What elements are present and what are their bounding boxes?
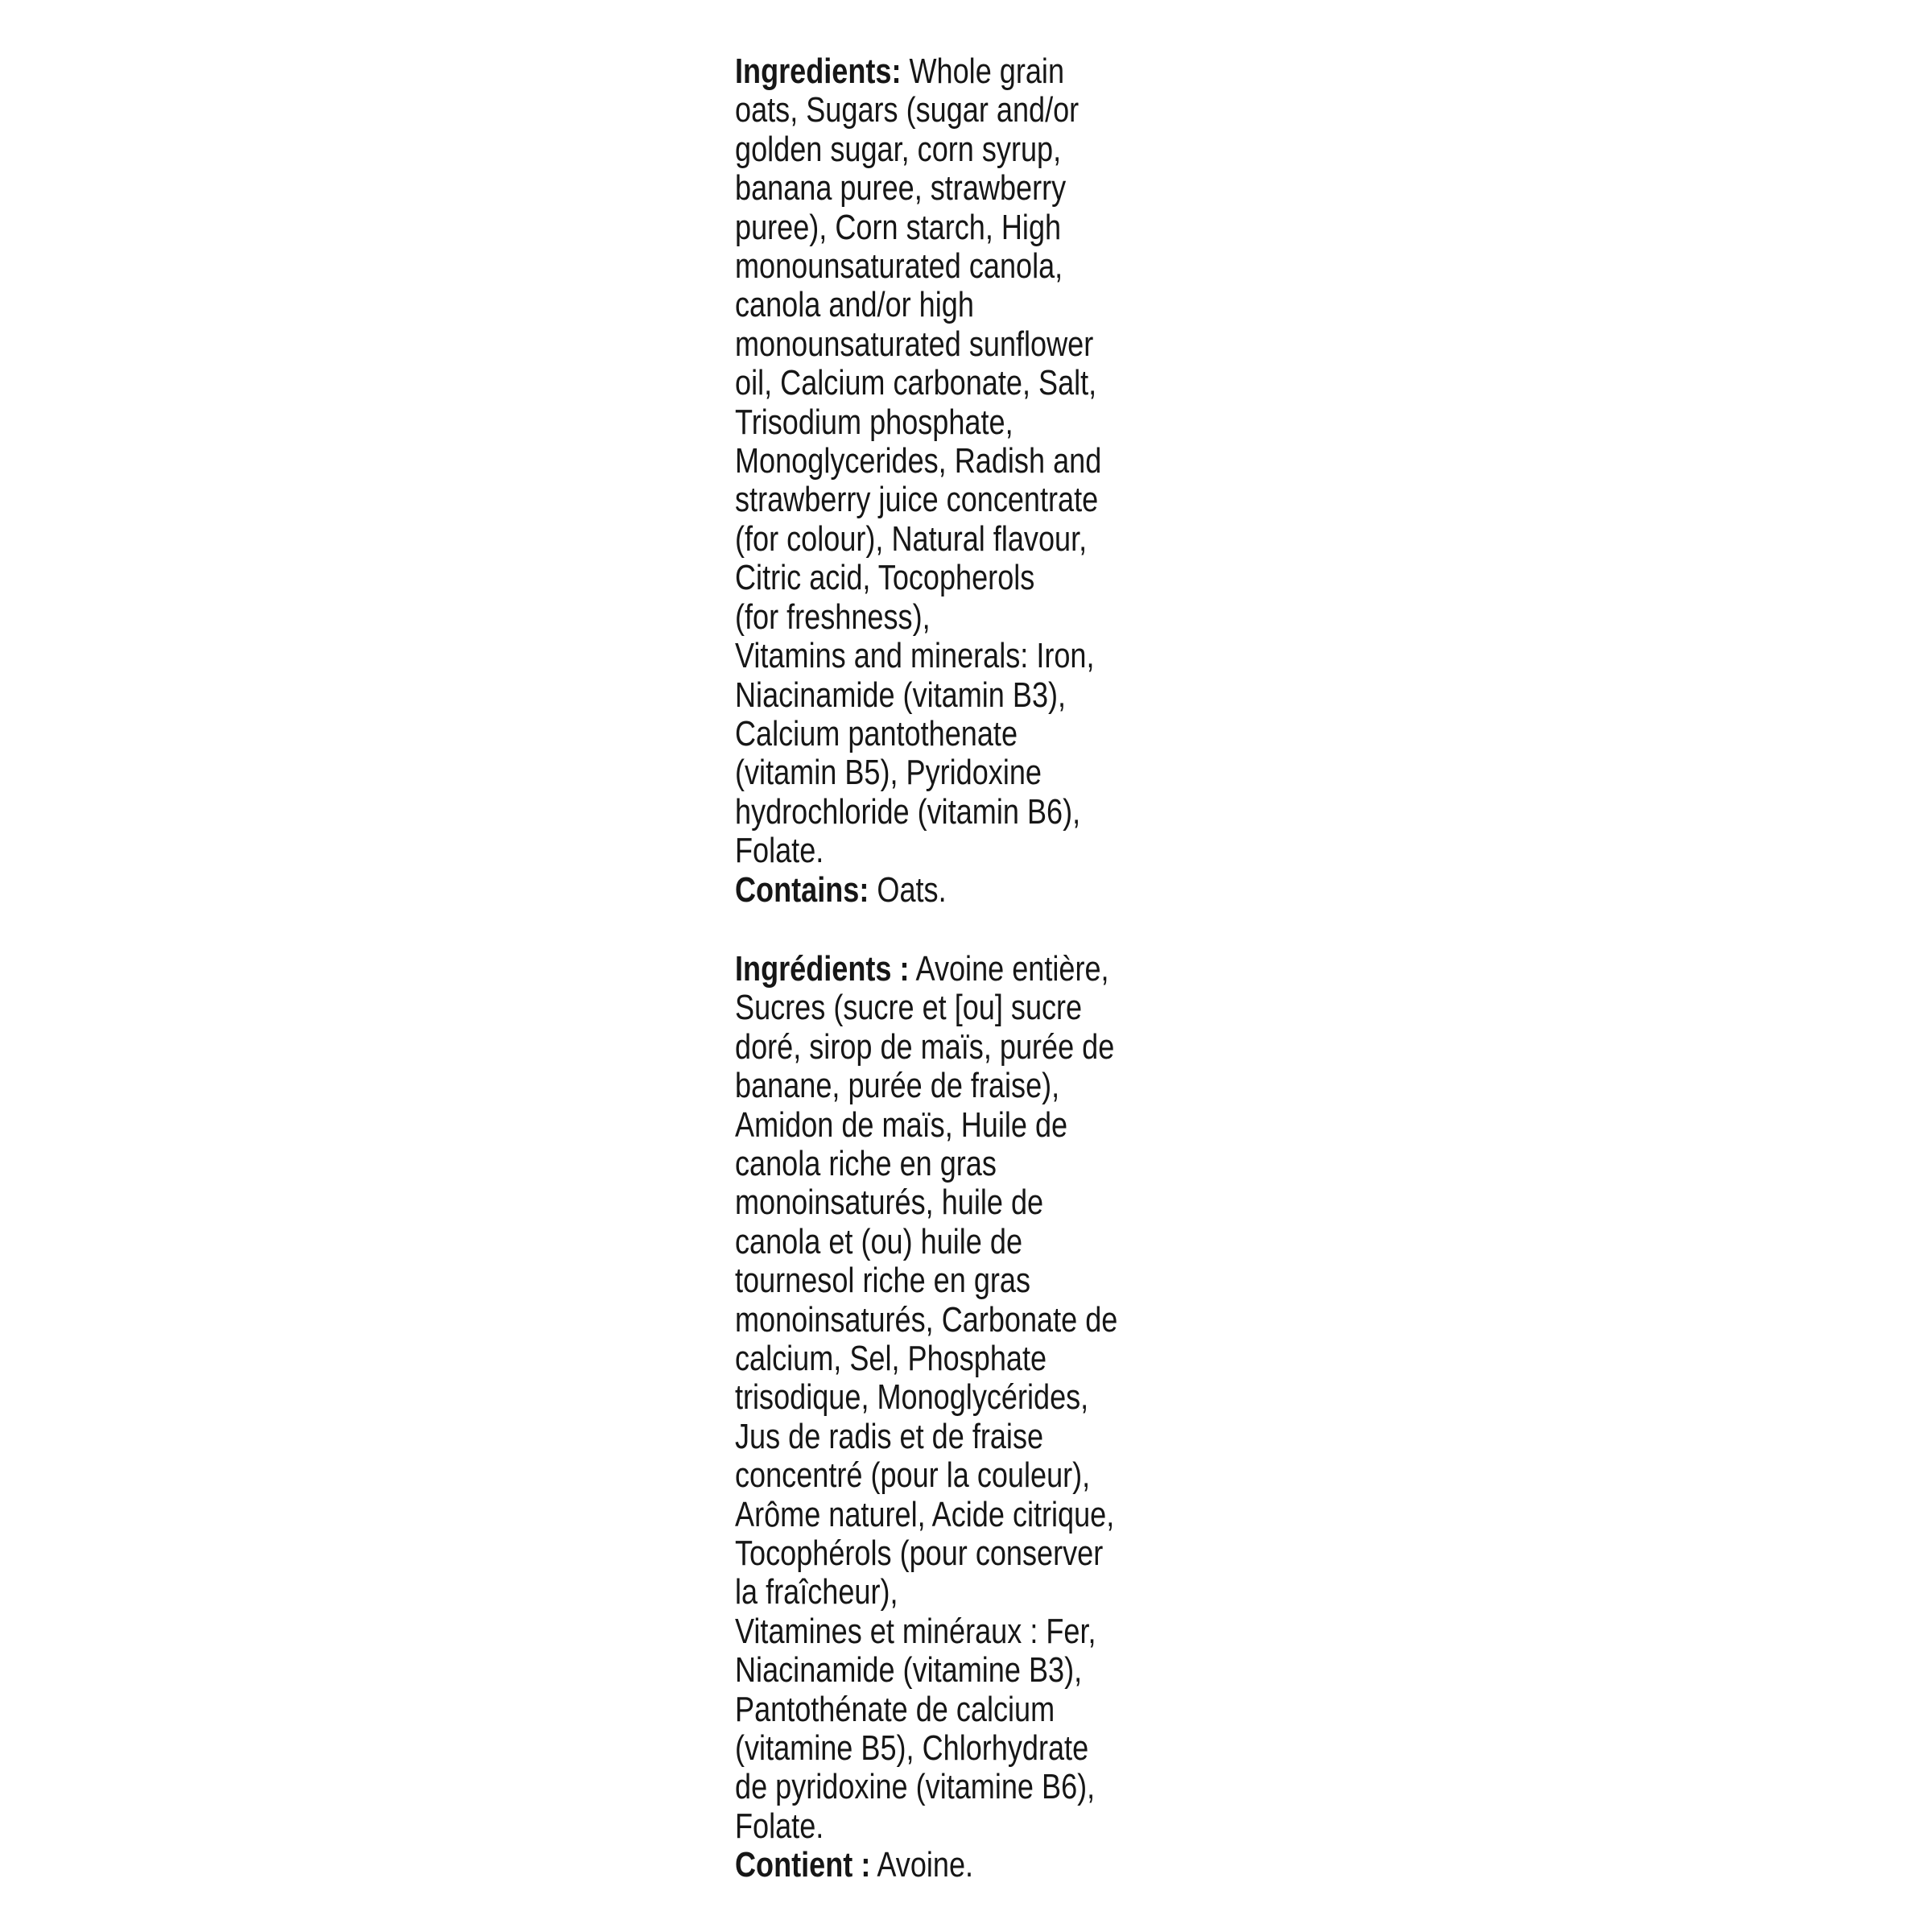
- ingredients-en-line: [735, 793, 1236, 832]
- ingredients-body-text: Amidon de maïs, Huile de: [735, 1104, 1068, 1145]
- ingredients-fr-line: [735, 950, 1236, 989]
- ingredients-body-text: Calcium pantothenate: [735, 713, 1018, 753]
- ingredients-body-text: golden sugar, corn syrup,: [735, 129, 1062, 169]
- ingredients-body-text: (vitamine B5), Chlorhydrate: [735, 1728, 1089, 1769]
- ingredients-fr-line: [735, 1261, 1236, 1300]
- ingredients-body-text: hydrochloride (vitamin B6),: [735, 791, 1081, 832]
- ingredients-body-text: doré, sirop de maïs, purée de: [735, 1026, 1115, 1067]
- ingredients-body-text: Trisodium phosphate,: [735, 402, 1013, 442]
- ingredients-en-line: [735, 715, 1236, 753]
- ingredients-fr-line: [735, 1534, 1236, 1573]
- ingredients-fr-line: [735, 1573, 1236, 1612]
- ingredients-body-text: oil, Calcium carbonate, Salt,: [735, 363, 1097, 403]
- ingredients-en-line: [735, 637, 1236, 675]
- ingredients-french: [735, 950, 1236, 1885]
- ingredients-body-text: concentré (pour la couleur),: [735, 1455, 1091, 1496]
- ingredients-body-text: (for freshness),: [735, 597, 931, 637]
- ingredients-panel: [735, 52, 1236, 1885]
- ingredients-fr-line: [735, 1846, 1236, 1885]
- ingredients-body-text: monounsaturated sunflower: [735, 324, 1094, 364]
- ingredients-fr-line: [735, 1301, 1236, 1340]
- ingredients-en-line: [735, 208, 1236, 247]
- ingredients-en-line: [735, 598, 1236, 637]
- ingredients-lead-bold-text: Ingredients:: [735, 52, 902, 91]
- ingredients-body-text: Vitamins and minerals: Iron,: [735, 636, 1095, 676]
- ingredients-body-text: Arôme naturel, Acide citrique,: [735, 1494, 1115, 1534]
- ingredients-body-text: de pyridoxine (vitamine B6),: [735, 1767, 1096, 1807]
- ingredients-fr-line: [735, 1807, 1236, 1846]
- ingredients-lead-bold-text: Contient :: [735, 1845, 871, 1885]
- ingredients-body-text: Folate.: [735, 1806, 824, 1846]
- ingredients-body-text: banana puree, strawberry: [735, 168, 1067, 208]
- ingredients-en-line: [735, 286, 1236, 324]
- ingredients-body-text: Oats.: [869, 869, 947, 910]
- ingredients-en-line: [735, 364, 1236, 402]
- ingredients-body-text: strawberry juice concentrate: [735, 480, 1099, 520]
- ingredients-fr-line: [735, 1612, 1236, 1651]
- ingredients-en-line: [735, 676, 1236, 715]
- ingredients-body-text: monoinsaturés, Carbonate de: [735, 1299, 1118, 1340]
- ingredients-body-text: banane, purée de fraise),: [735, 1066, 1060, 1106]
- ingredients-en-line: [735, 832, 1236, 870]
- ingredients-body-text: Avoine entière,: [909, 948, 1109, 989]
- ingredients-body-text: Monoglycerides, Radish and: [735, 441, 1102, 481]
- ingredients-en-line: [735, 753, 1236, 792]
- ingredients-fr-line: [735, 1340, 1236, 1378]
- ingredients-body-text: Sucres (sucre et [ou] sucre: [735, 988, 1083, 1028]
- ingredients-fr-line: [735, 1456, 1236, 1495]
- ingredients-fr-line: [735, 989, 1236, 1027]
- ingredients-body-text: Niacinamide (vitamine B3),: [735, 1650, 1083, 1690]
- ingredients-fr-line: [735, 1496, 1236, 1534]
- ingredients-fr-line: [735, 1729, 1236, 1768]
- ingredients-en-line: [735, 520, 1236, 559]
- ingredients-body-text: canola and/or high: [735, 285, 974, 325]
- ingredients-fr-line: [735, 1106, 1236, 1145]
- ingredients-en-line: [735, 247, 1236, 286]
- ingredients-body-text: Niacinamide (vitamin B3),: [735, 675, 1067, 715]
- ingredients-body-text: monounsaturated canola,: [735, 246, 1063, 287]
- ingredients-body-text: Vitamines et minéraux : Fer,: [735, 1611, 1096, 1651]
- ingredients-en-line: [735, 325, 1236, 364]
- ingredients-body-text: Avoine.: [870, 1845, 974, 1885]
- ingredients-en-line: [735, 91, 1236, 130]
- ingredients-body-text: Whole grain: [901, 52, 1065, 91]
- ingredients-body-text: la fraîcheur),: [735, 1572, 898, 1612]
- ingredients-fr-line: [735, 1028, 1236, 1067]
- ingredients-fr-line: [735, 1183, 1236, 1222]
- ingredients-en-line: [735, 52, 1236, 91]
- ingredients-lead-bold-text: Contains:: [735, 869, 869, 910]
- ingredients-body-text: calcium, Sel, Phosphate: [735, 1339, 1047, 1378]
- ingredients-fr-line: [735, 1418, 1236, 1456]
- ingredients-fr-line: [735, 1651, 1236, 1690]
- ingredients-body-text: Pantothénate de calcium: [735, 1689, 1055, 1729]
- ingredients-body-text: monoinsaturés, huile de: [735, 1183, 1044, 1223]
- ingredients-body-text: Tocophérols (pour conserver: [735, 1534, 1104, 1574]
- ingredients-body-text: puree), Corn starch, High: [735, 207, 1062, 247]
- ingredients-body-text: (vitamin B5), Pyridoxine: [735, 753, 1042, 793]
- ingredients-english: [735, 52, 1236, 910]
- ingredients-en-line: [735, 871, 1236, 910]
- ingredients-body-text: canola et (ou) huile de: [735, 1221, 1023, 1261]
- ingredients-en-line: [735, 442, 1236, 481]
- ingredients-en-line: [735, 169, 1236, 208]
- ingredients-body-text: Jus de radis et de fraise: [735, 1416, 1044, 1456]
- ingredients-body-text: trisodique, Monoglycérides,: [735, 1377, 1089, 1418]
- ingredients-body-text: Citric acid, Tocopherols: [735, 558, 1035, 598]
- ingredients-en-line: [735, 130, 1236, 169]
- ingredients-lead-bold-text: Ingrédients :: [735, 948, 910, 989]
- ingredients-fr-line: [735, 1067, 1236, 1105]
- ingredients-fr-line: [735, 1223, 1236, 1261]
- ingredients-body-text: canola riche en gras: [735, 1143, 997, 1183]
- ingredients-fr-line: [735, 1768, 1236, 1806]
- ingredients-body-text: oats, Sugars (sugar and/or: [735, 90, 1080, 130]
- ingredients-fr-line: [735, 1378, 1236, 1417]
- ingredients-fr-line: [735, 1145, 1236, 1183]
- ingredients-body-text: (for colour), Natural flavour,: [735, 518, 1088, 559]
- ingredients-body-text: tournesol riche en gras: [735, 1261, 1031, 1301]
- ingredients-body-text: Folate.: [735, 831, 824, 871]
- ingredients-en-line: [735, 559, 1236, 597]
- ingredients-en-line: [735, 481, 1236, 519]
- ingredients-en-line: [735, 403, 1236, 442]
- ingredients-fr-line: [735, 1690, 1236, 1729]
